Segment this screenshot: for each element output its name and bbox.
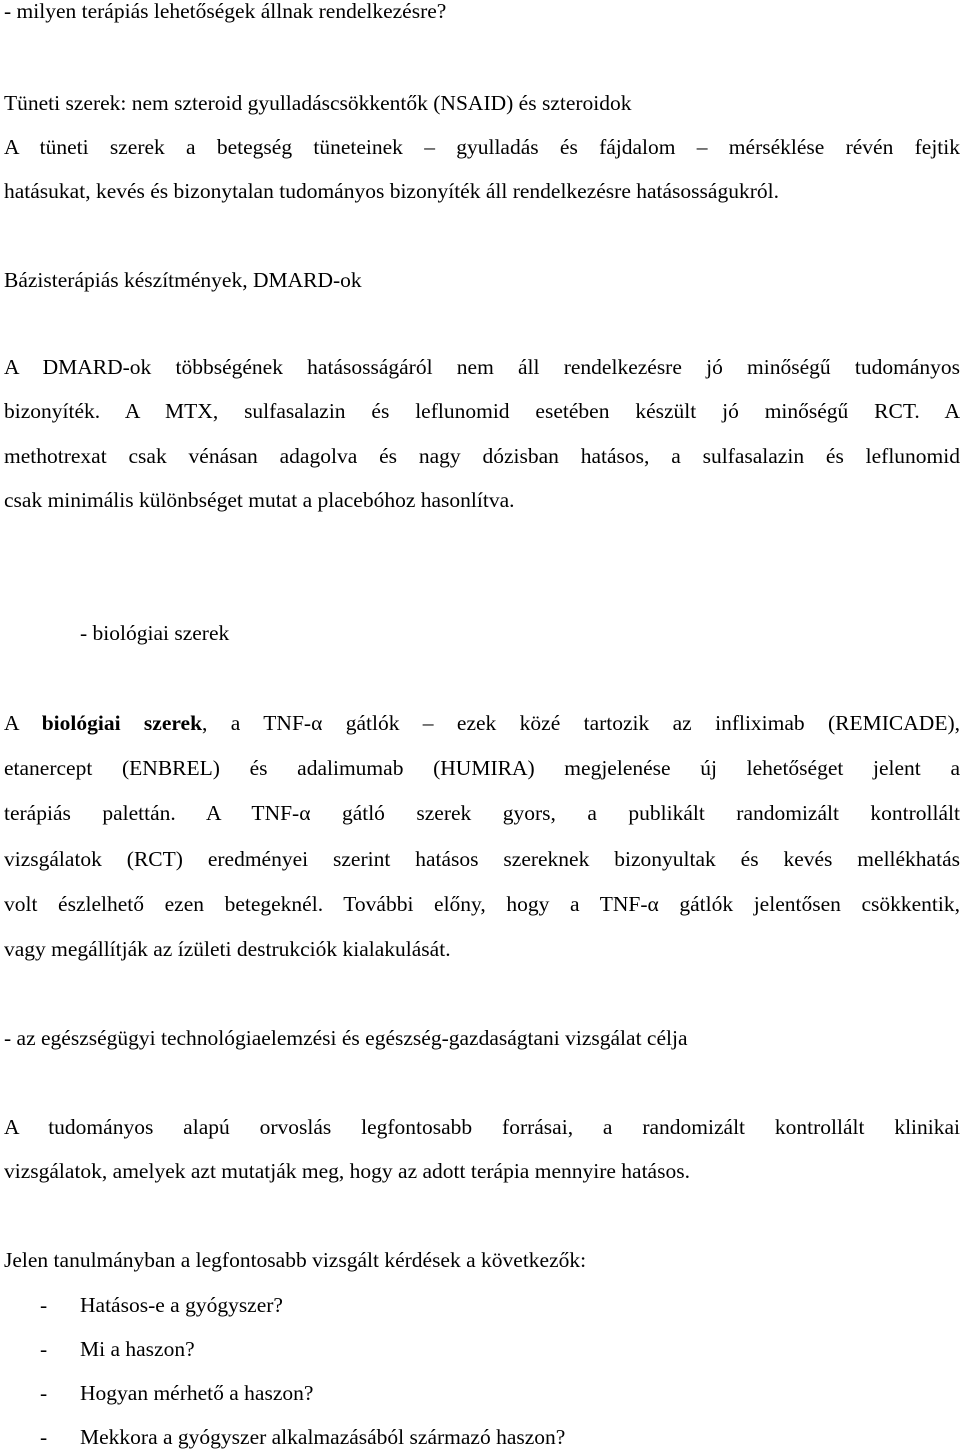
biologic-line-1-bold: biológiai szerek [41,711,203,735]
dmard-line-4: csak minimális különbséget mutat a placebóhoz hasonlítva. [4,488,515,512]
list-item-text: Mi a haszon? [80,1337,195,1361]
list-item-text: Mekkora a gyógyszer alkalmazásából származó haszon? [80,1425,566,1449]
list-dash: - [40,1337,48,1361]
biologic-line-2: etanercept (ENBREL) és adalimumab (HUMIRA) megjelenése új lehetőséget jelent a [4,756,960,780]
list-dash: - [40,1425,48,1449]
biologic-line-6: vagy megállítják az ízületi destrukciók kialakulását. [4,937,451,961]
intro-question: - milyen terápiás lehetőségek állnak rendelkezésre? [4,0,447,23]
dmard-heading: Bázisterápiás készítmények, DMARD-ok [4,268,362,292]
list-dash: - [40,1293,48,1317]
symptomatic-heading: Tüneti szerek: nem szteroid gyulladáscsökkentők (NSAID) és szteroidok [4,91,632,115]
biologic-line-5: volt észlelhető ezen betegeknél. További előny, hogy a TNF-α gátlók jelentősen csökkentik, [4,892,960,916]
biologic-line-1-pre: A [4,711,42,735]
dmard-line-2: bizonyíték. A MTX, sulfasalazin és leflunomid esetében készült jó minőségű RCT. A [4,399,960,423]
list-dash: - [40,1381,48,1405]
hta-heading: - az egészségügyi technológiaelemzési és egészség-gazdaságtani vizsgálat célja [4,1026,688,1050]
biologic-line-4: vizsgálatok (RCT) eredményei szerint hatásos szereknek bizonyultak és kevés mellékhatás [4,847,960,871]
biologic-line-3: terápiás palettán. A TNF-α gátló szerek gyors, a publikált randomizált kontrollált [4,801,960,825]
list-item-text: Hatásos-e a gyógyszer? [80,1293,283,1317]
symptomatic-line-1: A tüneti szerek a betegség tüneteinek – gyulladás és fájdalom – mérséklése révén fejtik [4,135,960,159]
biologic-heading: - biológiai szerek [80,621,230,645]
hta-line-1: A tudományos alapú orvoslás legfontosabb forrásai, a randomizált kontrollált klinikai [4,1115,960,1139]
dmard-line-1: A DMARD-ok többségének hatásosságáról nem áll rendelkezésre jó minőségű tudományos [4,355,960,379]
questions-intro: Jelen tanulmányban a legfontosabb vizsgált kérdések a következők: [4,1248,587,1272]
list-item-text: Hogyan mérhető a haszon? [80,1381,314,1405]
hta-line-2: vizsgálatok, amelyek azt mutatják meg, hogy az adott terápia mennyire hatásos. [4,1159,690,1183]
biologic-line-1-post: , a TNF-α gátlók – ezek közé tartozik az infliximab (REMICADE), [202,711,960,735]
dmard-line-3: methotrexat csak vénásan adagolva és nagy dózisban hatásos, a sulfasalazin és leflunomid [4,444,960,468]
biologic-line-1 [4,710,960,736]
symptomatic-line-2: hatásukat, kevés és bizonytalan tudományos bizonyíték áll rendelkezésre hatásosságukról. [4,179,779,203]
